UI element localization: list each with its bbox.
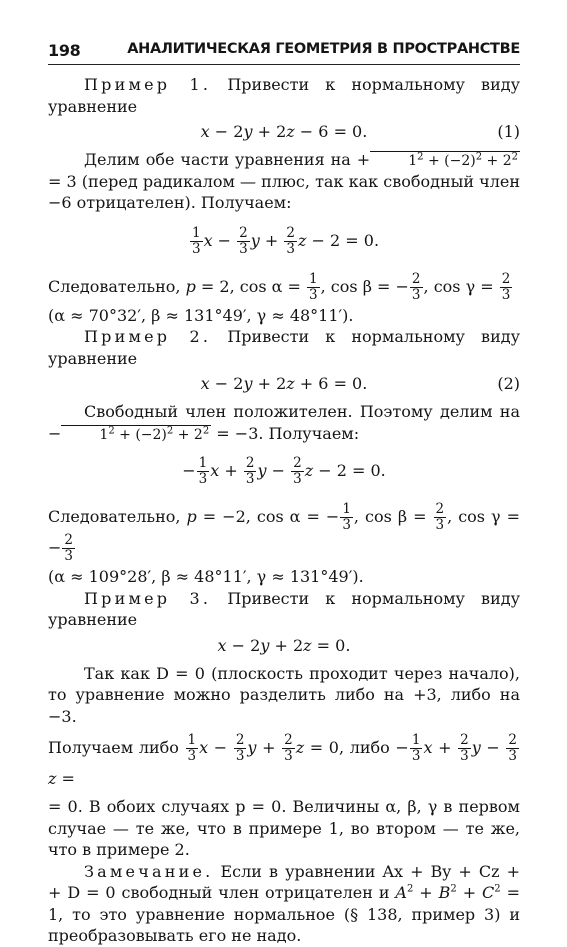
example-3-result: Получаем либо $\frac{1}{3}$ x − $\frac{2}{3}$ y + $\frac{2}{3}$ z = 0, либо − $\frac{1}{3}$ x + $\frac{2}{3}$ y − $\frac{2}{3}$ z = <box>48 732 518 788</box>
or-text: , либо <box>339 738 390 757</box>
normalized-equation-1: $\frac{1}{3}$ x − $\frac{2}{3}$ y + $\frac{2}{3}$ z − 2 = 0. <box>191 224 380 257</box>
divide-text-4: = −3. Получаем: <box>216 423 360 443</box>
example-1-text: Привести к нормальному виду уравнение <box>48 75 520 116</box>
cosines-1: Следовательно, p = 2, cos α = $\frac{1}{3}$ , cos β = − $\frac{2}{3}$ , cos γ = $\frac{2}{3}$ <box>48 270 511 303</box>
equation-number-2: (2) <box>497 374 520 393</box>
example-3-heading: Пример 3. <box>84 588 212 608</box>
equation-2: x − 2y + 2z + 6 = 0. (2) <box>200 374 520 393</box>
example-3-text: Привести к нормальному виду уравнение <box>48 588 520 629</box>
page-header <box>48 38 520 65</box>
remark-text-2: то это уравнение нормальное (§ 138, пример 3) и преобразовывать его не надо. <box>48 904 520 945</box>
therefore-2: Следовательно, <box>48 507 181 526</box>
remark-text-1: Если в уравнении Ax + By + Cz + + D = 0 свободный член отрицателен и <box>48 861 520 902</box>
equation-1: x − 2y + 2z − 6 = 0. (1) <box>200 122 520 141</box>
page-number: 198 <box>48 41 81 60</box>
equation-number-1: (1) <box>497 122 520 141</box>
normalized-equation-2: − $\frac{1}{3}$ x + $\frac{2}{3}$ y − $\frac{2}{3}$ z − 2 = 0. <box>182 455 386 487</box>
example-3-reason: Так как D = 0 (плоскость проходит через начало), то уравнение можно разделить либо на +3, либо на −3. <box>48 663 520 726</box>
therefore-1: Следовательно, <box>48 276 181 296</box>
radical-2: $1^2 + (-2)^2 + 2^2$ <box>61 425 211 444</box>
remark-paragraph: Замечание. Если в уравнении Ax + By + Cz + + D = 0 свободный член отрицателен и $A^2 + B^2 + C^2 = 1$, то это уравнение нормальное (§ 138, пример 3) и преобразовывать его не надо. <box>48 861 520 945</box>
example-2-text: Привести к нормальному виду уравнение <box>48 327 520 368</box>
divide-text-2: = 3 (перед радикалом — плюс, так как свободный член −6 отрицателен). Получаем: <box>48 171 520 212</box>
radical-1: $1^2 + (-2)^2 + 2^2$ <box>370 151 520 170</box>
angles-1: (α ≈ 70°32′, β ≈ 131°49′, γ ≈ 48°11′). <box>48 305 354 325</box>
angles-2: (α ≈ 109°28′, β ≈ 48°11′, γ ≈ 131°49′). <box>48 567 364 586</box>
divide-text-3: Свободный член положителен. Поэтому делим на <box>84 402 520 421</box>
example-3-statement <box>48 588 520 631</box>
divide-text-1: Делим обе части уравнения на + <box>84 150 371 169</box>
example-1-divide <box>48 149 520 214</box>
get-either-text: Получаем либо <box>48 738 179 757</box>
example-3-conclusion: = 0. В обоих случаях p = 0. Величины α, β, γ в первом случае — те же, что в примере 1, во втором — те же, что в примере 2. <box>48 797 520 859</box>
equation-3: x − 2y + 2z = 0. <box>217 635 351 655</box>
example-1-statement <box>48 74 520 117</box>
page-body <box>48 74 520 947</box>
example-1-heading: Пример 1. <box>84 75 212 94</box>
remark-heading: Замечание. <box>84 861 214 881</box>
example-2-divide: Свободный член положителен. Поэтому делим на − $1^2 + (-2)^2 + 2^2 = -3$. Получаем: <box>48 402 520 443</box>
running-title: АНАЛИТИЧЕСКАЯ ГЕОМЕТРИЯ В ПРОСТРАНСТВЕ <box>127 41 520 57</box>
cosines-2: Следовательно, p = −2, cos α = − $\frac{1}{3}$ , cos β = $\frac{2}{3}$ , cos γ = − $\frac{2}{3}$ <box>48 501 521 564</box>
example-2-heading: Пример 2. <box>84 327 212 346</box>
example-2-statement <box>48 326 520 369</box>
